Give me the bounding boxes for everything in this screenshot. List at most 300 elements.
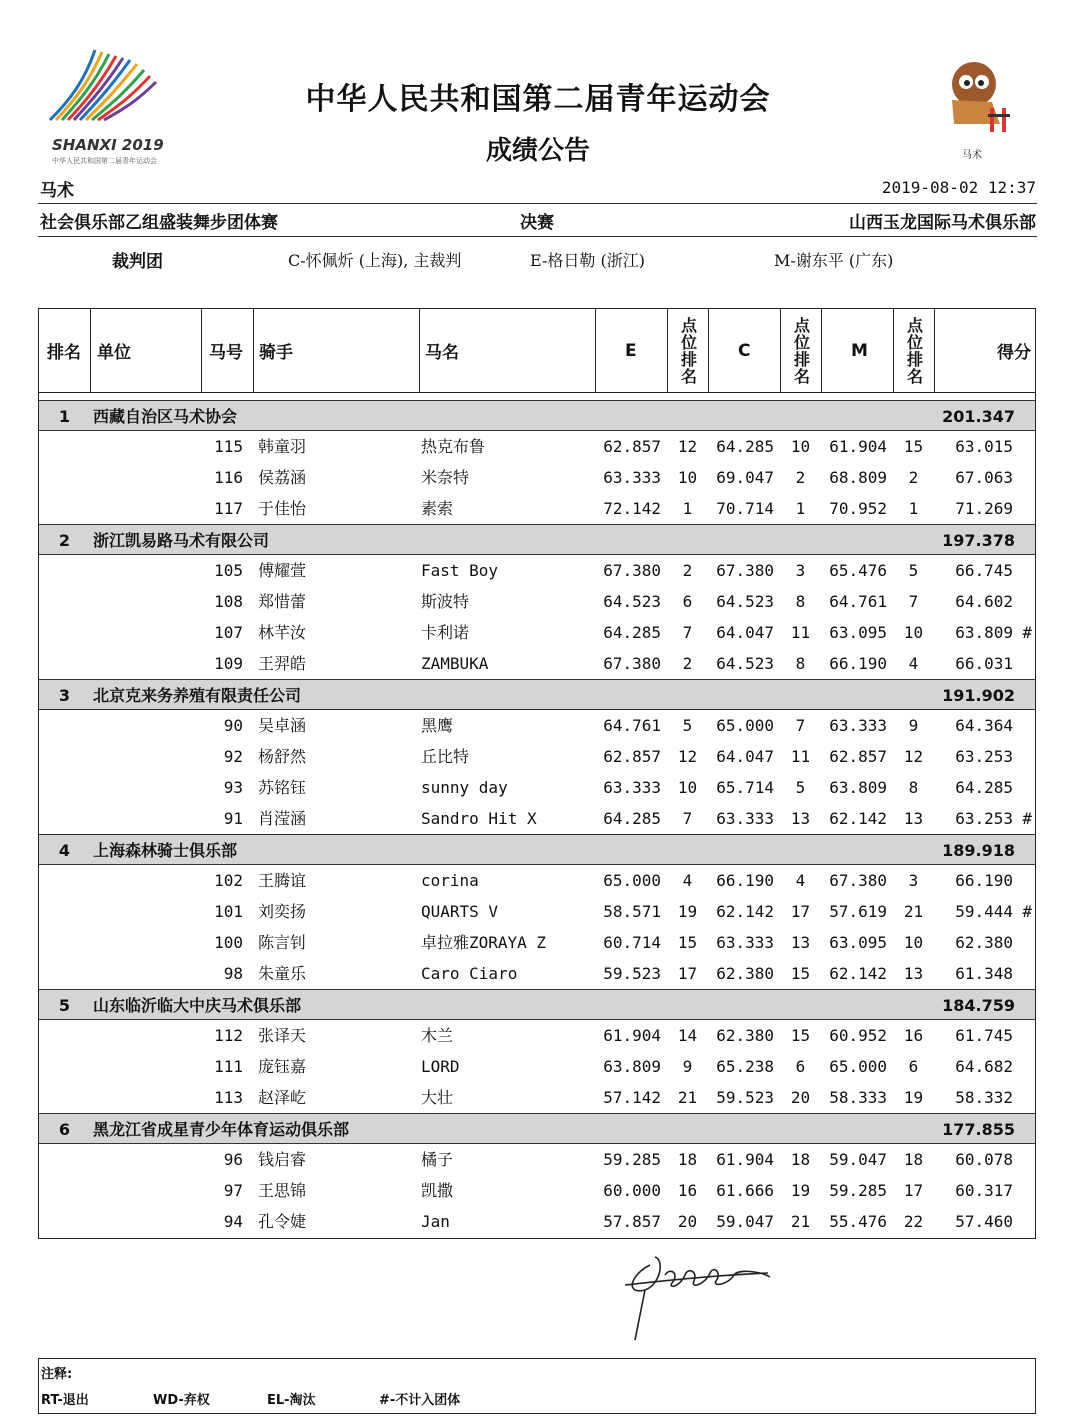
horse-number: 109 [214,654,243,673]
rider-name: 苏铭钰 [258,778,307,797]
rank-m: 12 [903,747,924,766]
rank-c: 10 [790,437,811,456]
rider-score: 63.253 [955,809,1013,828]
table-row [39,772,1035,803]
rider-score: 63.253 [955,747,1013,766]
col-divider [419,309,420,392]
score-c: 62.380 [716,964,774,983]
score-e: 62.857 [603,437,661,456]
drop-flag: # [1022,809,1032,828]
header-horse-no: 马号 [209,343,243,363]
event-name: 社会俱乐部乙组盛装舞步团体赛 [40,213,278,233]
rider-name: 赵泽屹 [258,1088,307,1107]
venue-name: 山西玉龙国际马术俱乐部 [849,213,1036,233]
rider-name: 钱启睿 [258,1150,307,1169]
rider-score: 66.190 [955,871,1013,890]
rank-c: 5 [795,778,806,797]
team-name: 浙江凯易路马术有限公司 [93,531,270,550]
rider-score: 59.444 [955,902,1013,921]
score-e: 63.333 [603,468,661,487]
rider-name: 林芊汝 [258,623,307,642]
score-e: 59.523 [603,964,661,983]
team-total: 189.918 [942,841,1015,860]
rank-m: 5 [908,561,919,580]
table-row [39,1020,1035,1051]
score-m: 60.952 [829,1026,887,1045]
rank-e: 2 [682,654,693,673]
score-m: 64.761 [829,592,887,611]
col-divider [893,309,894,392]
score-m: 59.285 [829,1181,887,1200]
mascot-caption: 马术 [962,150,982,161]
judge-c: C-怀佩炘 (上海), 主裁判 [288,251,462,270]
horse-name: 卡利诺 [421,623,470,642]
rank-m: 10 [903,623,924,642]
score-m: 59.047 [829,1150,887,1169]
table-row [39,648,1035,679]
rider-score: 60.317 [955,1181,1013,1200]
rider-name: 韩童羽 [258,437,307,456]
score-c: 59.523 [716,1088,774,1107]
team-row [39,524,1035,555]
table-row [39,927,1035,958]
header-e-rank: 点 位 排 名 [681,315,698,386]
rider-score: 64.364 [955,716,1013,735]
horse-number: 93 [223,778,243,797]
horse-number: 113 [214,1088,243,1107]
score-e: 65.000 [603,871,661,890]
team-rank: 6 [58,1120,71,1139]
score-m: 66.190 [829,654,887,673]
table-row [39,1082,1035,1113]
rank-e: 7 [682,809,693,828]
rider-score: 67.063 [955,468,1013,487]
logo-subtitle: 中华人民共和国第二届青年运动会 [52,157,157,165]
rank-m: 21 [903,902,924,921]
team-name: 北京克来务养殖有限责任公司 [93,686,302,705]
rank-e: 18 [677,1150,698,1169]
table-row [39,617,1035,648]
table-row [39,1175,1035,1206]
header-horse: 马名 [425,343,459,363]
horse-name: 橘子 [421,1150,454,1169]
rank-c: 8 [795,654,806,673]
score-c: 65.000 [716,716,774,735]
rank-c: 7 [795,716,806,735]
rank-m: 10 [903,933,924,952]
rank-c: 20 [790,1088,811,1107]
score-c: 65.238 [716,1057,774,1076]
datetime: 2019-08-02 12:37 [881,178,1036,197]
rank-e: 21 [677,1088,698,1107]
rank-e: 16 [677,1181,698,1200]
score-c: 62.142 [716,902,774,921]
drop-flag: # [1022,902,1032,921]
rider-score: 60.078 [955,1150,1013,1169]
horse-number: 117 [214,499,243,518]
score-m: 62.142 [829,964,887,983]
rank-m: 1 [908,499,919,518]
rank-m: 18 [903,1150,924,1169]
horse-number: 112 [214,1026,243,1045]
notes-label: 注释: [41,1367,73,1382]
rider-name: 朱童乐 [258,964,307,983]
score-c: 67.380 [716,561,774,580]
score-c: 63.333 [716,933,774,952]
rank-c: 21 [790,1212,811,1231]
event-stage: 决赛 [520,213,554,233]
horse-name: 素索 [421,499,454,518]
rank-m: 9 [908,716,919,735]
horse-number: 105 [214,561,243,580]
horse-number: 97 [223,1181,243,1200]
note-el: EL-淘汰 [267,1393,316,1408]
rank-c: 3 [795,561,806,580]
rank-m: 8 [908,778,919,797]
score-e: 64.761 [603,716,661,735]
col-divider [253,309,254,392]
team-name: 上海森林骑士俱乐部 [93,841,238,860]
col-divider [667,309,668,392]
score-e: 59.285 [603,1150,661,1169]
header-e: E [625,340,637,361]
signature [610,1245,780,1345]
header-unit: 单位 [97,343,131,363]
header-c: C [738,340,751,361]
score-e: 72.142 [603,499,661,518]
horse-number: 108 [214,592,243,611]
rank-m: 3 [908,871,919,890]
horse-name: 米奈特 [421,468,470,487]
team-total: 184.759 [942,996,1015,1015]
table-row [39,896,1035,927]
rider-name: 孔令婕 [258,1212,307,1231]
horse-number: 111 [214,1057,243,1076]
rank-c: 18 [790,1150,811,1169]
score-m: 63.333 [829,716,887,735]
score-e: 67.380 [603,654,661,673]
rank-c: 2 [795,468,806,487]
rank-m: 19 [903,1088,924,1107]
rider-score: 64.285 [955,778,1013,797]
rank-c: 6 [795,1057,806,1076]
rank-m: 7 [908,592,919,611]
rank-c: 11 [790,623,811,642]
rank-m: 15 [903,437,924,456]
rider-name: 陈言钊 [258,933,307,952]
judge-m: M-谢东平 (广东) [774,251,894,270]
team-name: 黑龙江省成星青少年体育运动俱乐部 [93,1120,350,1139]
score-e: 62.857 [603,747,661,766]
horse-number: 96 [223,1150,243,1169]
rank-c: 15 [790,1026,811,1045]
horse-name: 斯波特 [421,592,470,611]
rank-m: 16 [903,1026,924,1045]
table-row [39,865,1035,896]
rank-m: 4 [908,654,919,673]
team-row [39,989,1035,1020]
rider-name: 吴卓涵 [258,716,307,735]
rider-score: 64.682 [955,1057,1013,1076]
rank-e: 10 [677,778,698,797]
horse-number: 91 [223,809,243,828]
horse-number: 101 [214,902,243,921]
rank-e: 17 [677,964,698,983]
note-wd: WD-弃权 [153,1393,210,1408]
rank-m: 13 [903,809,924,828]
horse-number: 98 [223,964,243,983]
results-table [38,308,1036,1239]
horse-name: 丘比特 [421,747,470,766]
rank-e: 9 [682,1057,693,1076]
drop-flag: # [1022,623,1032,642]
rank-e: 1 [682,499,693,518]
team-total: 201.347 [942,407,1015,426]
rank-e: 10 [677,468,698,487]
rank-c: 13 [790,933,811,952]
rank-e: 6 [682,592,693,611]
rider-score: 61.348 [955,964,1013,983]
horse-name: 大壮 [421,1088,454,1107]
team-total: 197.378 [942,531,1015,550]
team-row [39,679,1035,710]
horse-name: 凯撒 [421,1181,454,1200]
score-c: 61.904 [716,1150,774,1169]
horse-name: ZAMBUKA [421,654,489,673]
horse-name: LORD [421,1057,460,1076]
rider-name: 刘奕扬 [258,902,307,921]
rider-name: 于佳怡 [258,499,307,518]
team-rank: 5 [58,996,71,1015]
rider-score: 66.031 [955,654,1013,673]
team-row [39,834,1035,865]
horse-name: 木兰 [421,1026,454,1045]
rider-name: 庞钰嘉 [258,1057,307,1076]
score-c: 62.380 [716,1026,774,1045]
table-row [39,431,1035,462]
team-total: 177.855 [942,1120,1015,1139]
rank-c: 15 [790,964,811,983]
score-c: 70.714 [716,499,774,518]
table-row [39,493,1035,524]
horse-name: Fast Boy [421,561,499,580]
rider-name: 肖滢涵 [258,809,307,828]
score-c: 64.523 [716,592,774,611]
rank-m: 17 [903,1181,924,1200]
divider [38,236,1037,237]
col-divider [821,309,822,392]
table-row [39,710,1035,741]
col-divider [708,309,709,392]
rider-name: 王腾谊 [258,871,307,890]
rank-c: 4 [795,871,806,890]
team-rank: 3 [58,686,71,705]
rank-m: 22 [903,1212,924,1231]
horse-name: Caro Ciaro [421,964,518,983]
horse-number: 107 [214,623,243,642]
rank-c: 13 [790,809,811,828]
score-c: 66.190 [716,871,774,890]
horse-name: sunny day [421,778,508,797]
score-m: 68.809 [829,468,887,487]
table-row [39,1206,1035,1237]
horse-name: 黑鹰 [421,716,454,735]
score-c: 64.523 [716,654,774,673]
page-title: 中华人民共和国第二届青年运动会 [305,82,771,117]
jury-label: 裁判团 [112,252,163,272]
team-row [39,1113,1035,1144]
rank-e: 14 [677,1026,698,1045]
rank-e: 12 [677,747,698,766]
rider-name: 王思锦 [258,1181,307,1200]
horse-name: QUARTS V [421,902,499,921]
note-hash: #-不计入团体 [379,1393,461,1408]
rider-name: 王羿皓 [258,654,307,673]
header-m: M [851,340,868,361]
horse-name: corina [421,871,479,890]
rank-e: 20 [677,1212,698,1231]
score-m: 58.333 [829,1088,887,1107]
rank-m: 2 [908,468,919,487]
score-e: 64.285 [603,623,661,642]
rank-c: 19 [790,1181,811,1200]
rank-e: 15 [677,933,698,952]
score-c: 61.666 [716,1181,774,1200]
rider-score: 57.460 [955,1212,1013,1231]
rank-e: 19 [677,902,698,921]
score-m: 65.000 [829,1057,887,1076]
rank-c: 11 [790,747,811,766]
team-total: 191.902 [942,686,1015,705]
rider-score: 63.809 [955,623,1013,642]
header-m-rank: 点 位 排 名 [907,315,924,386]
note-rt: RT-退出 [41,1393,89,1408]
score-m: 57.619 [829,902,887,921]
score-m: 70.952 [829,499,887,518]
page-subtitle: 成绩公告 [485,136,590,166]
rank-e: 2 [682,561,693,580]
score-c: 64.285 [716,437,774,456]
notes-box [38,1358,1036,1414]
horse-number: 116 [214,468,243,487]
horse-number: 100 [214,933,243,952]
horse-name: 卓拉雅ZORAYA Z [421,933,547,952]
score-m: 67.380 [829,871,887,890]
score-e: 57.857 [603,1212,661,1231]
col-divider [90,309,91,392]
rank-m: 13 [903,964,924,983]
rank-e: 12 [677,437,698,456]
team-name: 山东临沂临大中庆马术俱乐部 [93,996,302,1015]
score-c: 69.047 [716,468,774,487]
table-row [39,803,1035,834]
score-e: 67.380 [603,561,661,580]
rider-score: 66.745 [955,561,1013,580]
rider-score: 64.602 [955,592,1013,611]
rider-score: 61.745 [955,1026,1013,1045]
table-row [39,462,1035,493]
score-e: 58.571 [603,902,661,921]
score-c: 64.047 [716,747,774,766]
score-e: 63.809 [603,1057,661,1076]
team-row [39,400,1035,431]
header-rider: 骑手 [259,343,293,363]
logo-text: SHANXI 2019 [52,136,164,154]
score-e: 57.142 [603,1088,661,1107]
score-m: 65.476 [829,561,887,580]
horse-name: Sandro Hit X [421,809,537,828]
score-c: 59.047 [716,1212,774,1231]
score-e: 60.714 [603,933,661,952]
team-rank: 2 [58,531,71,550]
score-e: 61.904 [603,1026,661,1045]
rider-score: 62.380 [955,933,1013,952]
rider-score: 71.269 [955,499,1013,518]
rider-score: 58.332 [955,1088,1013,1107]
rider-score: 63.015 [955,437,1013,456]
rank-c: 8 [795,592,806,611]
score-m: 55.476 [829,1212,887,1231]
team-name: 西藏自治区马术协会 [93,407,238,426]
col-divider [934,309,935,392]
score-e: 64.523 [603,592,661,611]
horse-number: 90 [223,716,243,735]
divider [38,203,1037,204]
score-m: 62.142 [829,809,887,828]
rank-c: 1 [795,499,806,518]
horse-number: 115 [214,437,243,456]
header-rank: 排名 [47,343,81,363]
rider-name: 郑惜蕾 [258,592,307,611]
rank-e: 5 [682,716,693,735]
score-e: 64.285 [603,809,661,828]
horse-name: 热克布鲁 [421,437,486,456]
table-row [39,1051,1035,1082]
rider-name: 张译天 [258,1026,307,1045]
team-rank: 1 [58,407,71,426]
score-m: 63.095 [829,623,887,642]
judge-e: E-格日勒 (浙江) [530,251,645,270]
table-row [39,741,1035,772]
score-m: 63.095 [829,933,887,952]
rank-c: 17 [790,902,811,921]
header-bottom-line [39,392,1035,393]
table-row [39,1144,1035,1175]
score-c: 64.047 [716,623,774,642]
rider-name: 傅耀萱 [258,561,307,580]
score-c: 65.714 [716,778,774,797]
horse-number: 92 [223,747,243,766]
header-c-rank: 点 位 排 名 [794,315,811,386]
rider-name: 杨舒然 [258,747,307,766]
sport-label: 马术 [40,181,74,201]
rank-m: 6 [908,1057,919,1076]
rank-e: 4 [682,871,693,890]
horse-name: Jan [421,1212,450,1231]
score-e: 60.000 [603,1181,661,1200]
rank-e: 7 [682,623,693,642]
col-divider [595,309,596,392]
score-m: 61.904 [829,437,887,456]
header-score: 得分 [997,343,1031,363]
horse-number: 94 [223,1212,243,1231]
score-c: 63.333 [716,809,774,828]
table-row [39,958,1035,989]
table-row [39,555,1035,586]
score-m: 62.857 [829,747,887,766]
team-rank: 4 [58,841,71,860]
table-row [39,586,1035,617]
